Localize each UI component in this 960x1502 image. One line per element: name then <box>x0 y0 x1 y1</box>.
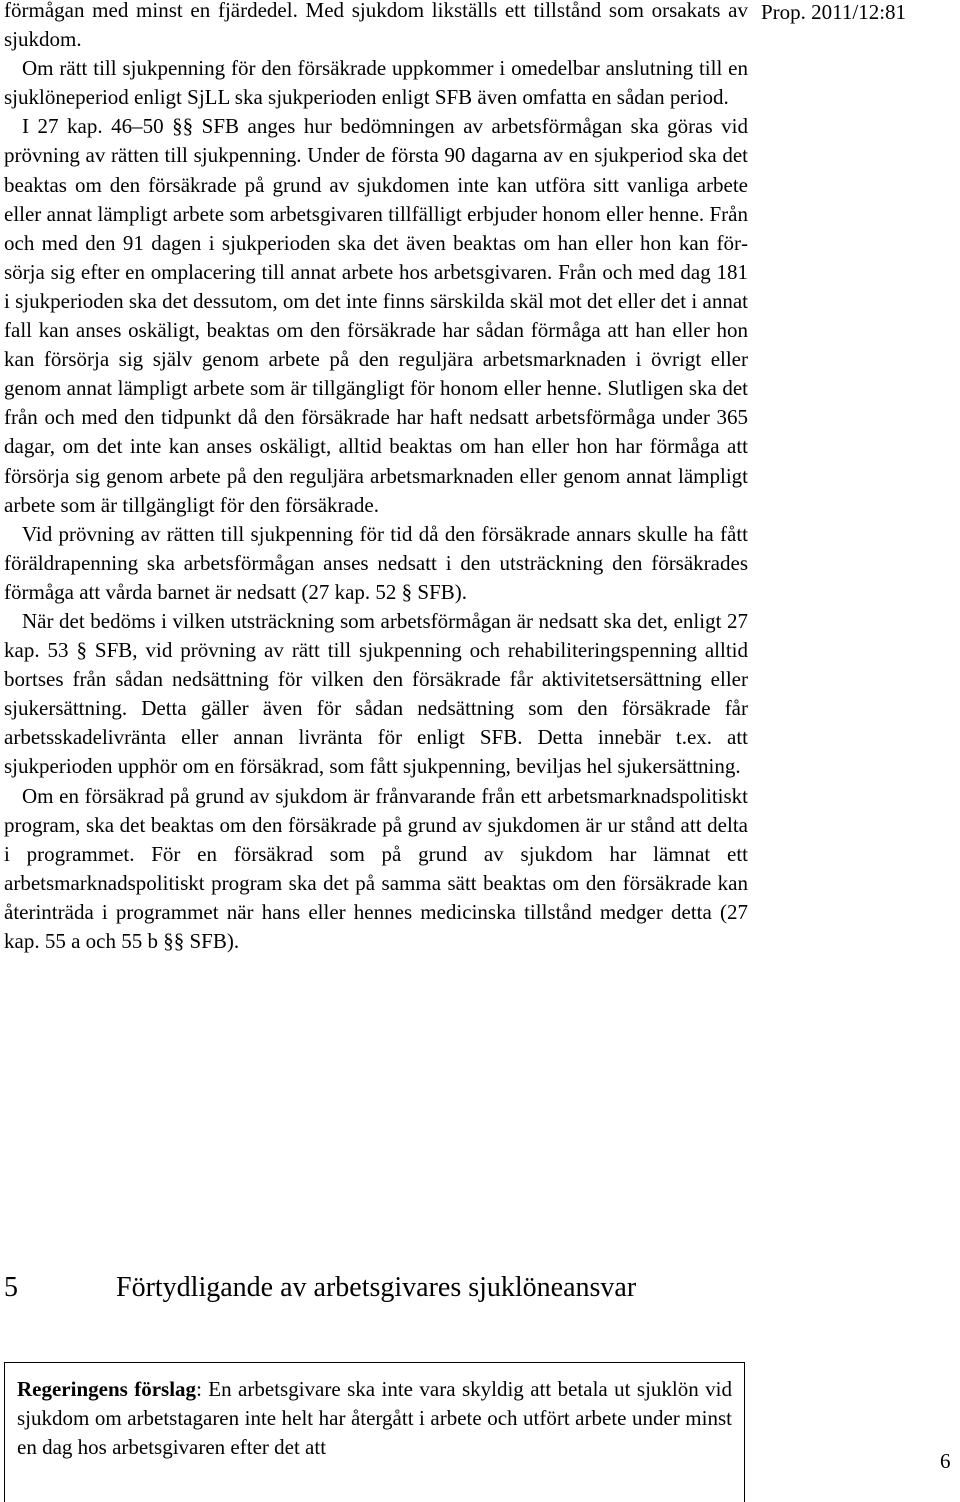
page-number: 6 <box>940 1449 951 1473</box>
section-title: Förtydligande av arbetsgivares sjuklöneansvar <box>116 1272 637 1303</box>
section-number: 5 <box>4 1272 18 1303</box>
paragraph-6: Om en försäkrad på grund av sjukdom är frånvarande från ett arbetsmarknadspolitiskt program, ska det beaktas om den försäkrade på grund av sjukdomen är ur stånd att delta i programmet. För en försäkrad som på grund av sjukdom har lämnat ett arbetsmarknadspolitiskt program ska det på samma sätt beaktas om den försäkrade kan återinträda i programmet när hans eller hennes medicinska tillstånd medger detta (27 kap. 55 a och 55 b §§ SFB). <box>4 783 748 953</box>
proposal-text: : En arbetsgivare ska inte vara skyldig att betala ut sjuklön vid sjukdom om arbetstagaren inte helt har återgått i arbete och utfört arbete under minst en dag hos arbetsgivaren efter det att <box>17 1377 732 1459</box>
paragraph-3: I 27 kap. 46–50 §§ SFB anges hur bedömningen av arbetsförmågan ska göras vid prövning av rätten till sjukpenning. Under de första 90 dagarna av en sjukperiod ska det beaktas om den försäkrade på grund av sjukdomen inte kan utföra sitt vanliga arbete eller annat lämpligt arbete som arbetsgivaren tillfälligt erbjuder honom eller henne. Från och med den 91 dagen i sjukperioden ska det även beaktas om han eller hon kan försörja sig efter en omplacering till annat arbete hos arbetsgivaren. Från och med dag 181 i sjukperioden ska det dessutom, om det inte finns särskilda skäl mot det eller det i annat fall kan anses oskäligt, beaktas om den försäkrade har sådan förmåga att han eller hon kan försörja sig själv genom arbete på den reguljära arbetsmarknaden i övrigt eller genom annat lämpligt arbete som är tillgängligt för honom eller henne. Slutligen ska det från och med den tidpunkt då den försäkrade har haft nedsatt arbetsförmåga under 365 dagar, om det inte kan anses oskäligt, alltid beaktas om han eller hon har förmåga att försörja sig genom arbete på den reguljära arbetsmarknaden eller genom annat lämpligt arbete som är tillgängligt för den försäkrade. <box>4 114 748 517</box>
paragraph-1: förmågan med minst en fjärdedel. Med sjukdom likställs ett tillstånd som orsakats av sjukdom. <box>4 0 748 52</box>
proposal-lead: Regeringens förslag <box>17 1377 197 1401</box>
paragraph-4: Vid prövning av rätten till sjukpenning för tid då den försäkrade annars skulle ha fått föräldrapenning ska arbetsförmågan anses nedsatt i den utsträckning den försäkrades förmåga att vårda barnet är nedsatt (27 kap. 52 § SFB). <box>4 521 748 604</box>
prop-reference: Prop. 2011/12:81 <box>761 0 907 24</box>
body-text <box>4 0 748 956</box>
paragraph-2: Om rätt till sjukpenning för den försäkrade uppkommer i omedelbar anslutning till en sjuklöneperiod enligt SjLL ska sjukperioden enligt SFB även omfatta en sådan period. <box>4 56 748 110</box>
paragraph-5: När det bedöms i vilken utsträckning som arbetsförmågan är nedsatt ska det, enligt 27 kap. 53 § SFB, vid prövning av rätt till sjukpenning och rehabiliteringspenning alltid bortses från sådan nedsättning för vilken den försäkrade får aktivitetsersättning eller sjukersättning. Detta gäller även för sådan nedsättning som den försäkrade får arbetsskadelivränta eller annan livränta för enligt SFB. Detta innebär t.ex. att sjukperioden upphör om en försäkrad, som fått sjukpenning, beviljas hel sjukersättning. <box>4 608 748 779</box>
proposal-box <box>4 1362 745 1502</box>
